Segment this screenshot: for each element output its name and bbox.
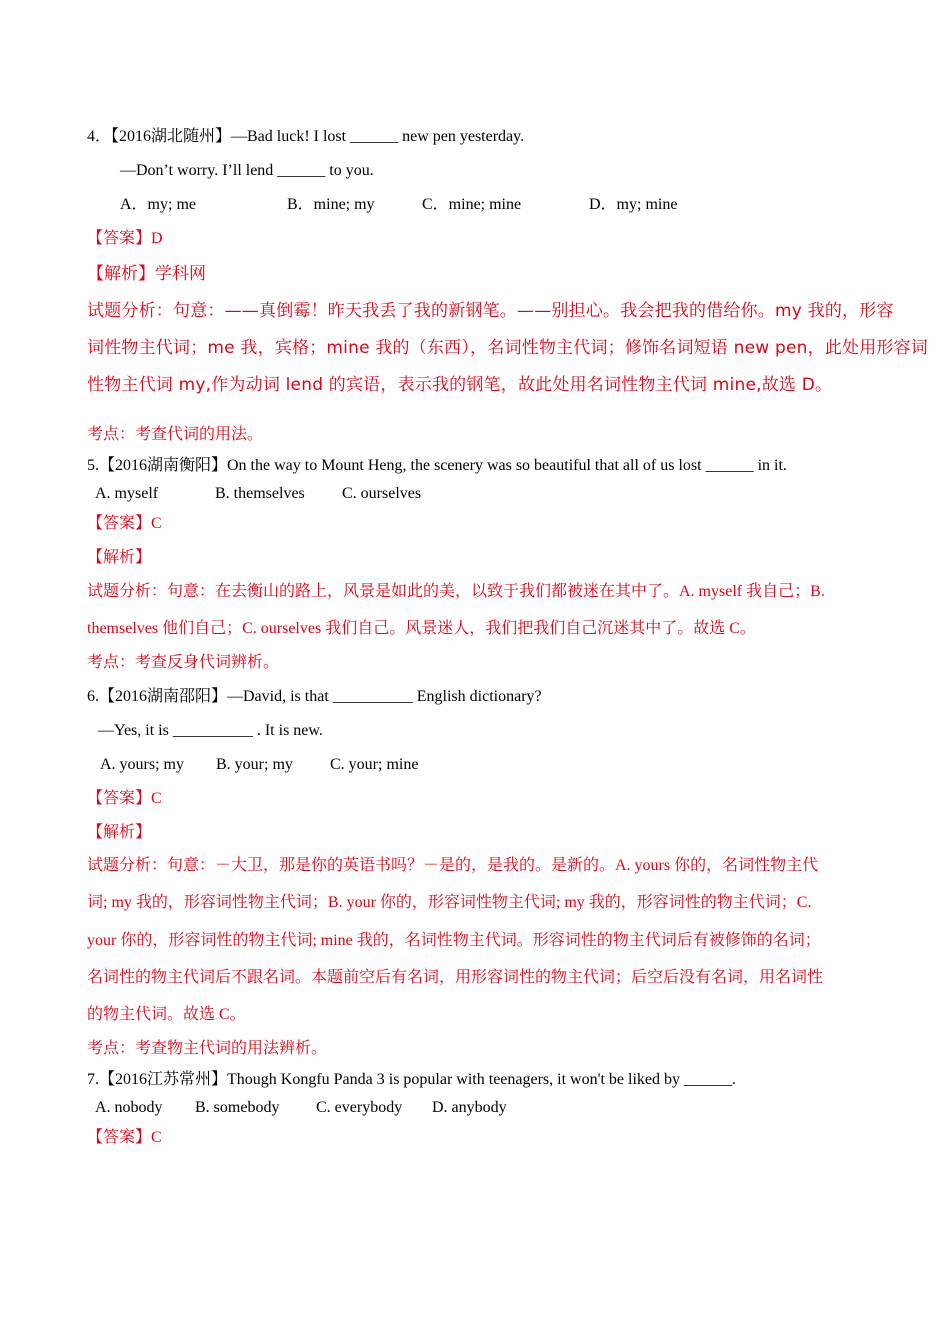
q4-analysis-line-2: 词性物主代词；me 我，宾格；mine 我的（东西），名词性物主代词；修饰名词短语 new pen，此处用形容词 (87, 338, 929, 358)
q5-analysis-title: 【解析】 (87, 549, 152, 566)
q6-analysis-line-4: 名词性的物主代词后不跟名词。本题前空后有名词，用形容词性的物主代词；后空后没有名词，用名词性 (87, 969, 824, 986)
q6-line2: —Yes, it is __________ . It is new. (98, 722, 323, 739)
q5-stem: 5.【2016湖南衡阳】On the way to Mount Heng, the scenery was so beautiful that all of us lost ______ in it. (87, 457, 787, 474)
q7-stem: 7.【2016江苏常州】Though Kongfu Panda 3 is popular with teenagers, it won't be liked by ______. (87, 1071, 737, 1088)
q4-point: 考点：考查代词的用法。 (87, 426, 264, 443)
q7-option-c: C. everybody (316, 1099, 403, 1116)
q7-option-b: B. somebody (195, 1099, 280, 1116)
q7-option-a: A. nobody (95, 1099, 163, 1116)
q4-option-c: C．mine; mine (422, 196, 522, 213)
q7-answer: 【答案】C (87, 1129, 162, 1146)
q4-option-b: B．mine; my (287, 196, 375, 213)
q6-analysis-line-5: 的物主代词。故选 C。 (87, 1006, 246, 1023)
q4-analysis-title: 【解析】学科网 (87, 264, 206, 283)
q4-analysis-line-3: 性物主代词 my,作为动词 lend 的宾语，表示我的钢笔，故此处用名词性物主代词 mine,故选 D。 (87, 375, 833, 395)
q6-analysis-line-1: 试题分析：句意：－大卫，那是你的英语书吗？－是的，是我的。是新的。A. yours 你的，名词性物主代 (87, 857, 819, 874)
q4-option-d: D．my; mine (589, 196, 678, 213)
q5-analysis-line-2: themselves 他们自己；C. ourselves 我们自己。风景迷人，我们把我们自己沉迷其中了。故选 C。 (87, 620, 756, 637)
q5-answer: 【答案】C (87, 515, 162, 532)
q6-analysis-line-3: your 你的，形容词性的物主代词; mine 我的，名词性物主代词。形容词性的物主代词后有被修饰的名词； (87, 932, 821, 949)
q4-stem: 4．【2016湖北随州】—Bad luck! I lost ______ new pen yesterday. (87, 128, 525, 145)
q4-option-a: A．my; me (120, 196, 196, 213)
q5-option-a: A. myself (95, 485, 159, 502)
q6-option-c: C. your; mine (330, 756, 419, 773)
q4-answer: 【答案】D (87, 230, 163, 247)
q4-line2: —Don’t worry. I’ll lend ______ to you. (120, 162, 374, 179)
q5-option-c: C. ourselves (342, 485, 422, 502)
q6-analysis-line-2: 词; my 我的，形容词性物主代词；B. your 你的，形容词性物主代词; my 我的，形容词性的物主代词；C. (87, 894, 812, 911)
q5-analysis-line-1: 试题分析：句意：在去衡山的路上，风景是如此的美，以致于我们都被迷在其中了。A. myself 我自己；B. (87, 583, 825, 600)
q4-analysis-line-1: 试题分析：句意：——真倒霉！昨天我丢了我的新钢笔。——别担心。我会把我的借给你。my 我的，形容 (87, 301, 894, 321)
q5-option-b: B. themselves (215, 485, 305, 502)
q6-stem: 6.【2016湖南邵阳】—David, is that __________ English dictionary? (87, 688, 542, 705)
q6-point: 考点：考查物主代词的用法辨析。 (87, 1040, 328, 1057)
q7-option-d: D. anybody (432, 1099, 507, 1116)
q6-option-a: A. yours; my (100, 756, 184, 773)
q5-point: 考点：考查反身代词辨析。 (87, 654, 280, 671)
q6-answer: 【答案】C (87, 790, 162, 807)
q6-analysis-title: 【解析】 (87, 824, 152, 841)
q6-option-b: B. your; my (216, 756, 293, 773)
